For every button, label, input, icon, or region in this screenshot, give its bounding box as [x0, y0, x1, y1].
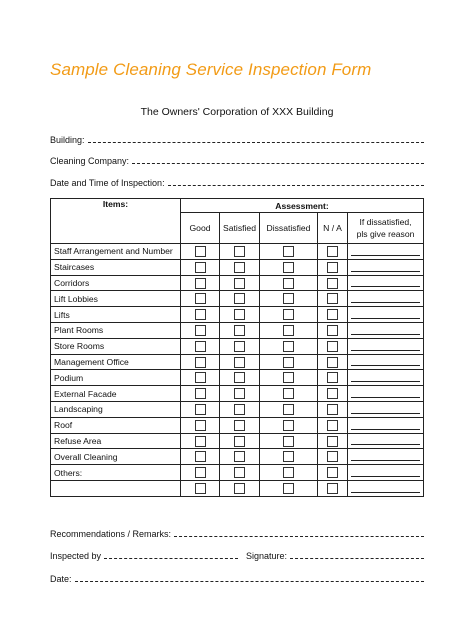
reason-cell — [348, 244, 424, 260]
good-checkbox[interactable] — [195, 483, 206, 494]
reason-input-line[interactable] — [351, 278, 420, 287]
na-cell — [318, 275, 348, 291]
cleaning-company-field[interactable] — [50, 152, 424, 166]
na-cell — [318, 338, 348, 354]
reason-input-line[interactable] — [351, 357, 420, 366]
satisfied-checkbox[interactable] — [234, 467, 245, 478]
dissatisfied-checkbox[interactable] — [283, 293, 294, 304]
na-cell — [318, 354, 348, 370]
na-checkbox[interactable] — [327, 357, 338, 368]
good-checkbox[interactable] — [195, 325, 206, 336]
na-checkbox[interactable] — [327, 262, 338, 273]
good-checkbox[interactable] — [195, 278, 206, 289]
reason-input-line[interactable] — [351, 342, 420, 351]
satisfied-checkbox[interactable] — [234, 404, 245, 415]
satisfied-cell — [220, 417, 260, 433]
assessment-table — [50, 198, 424, 497]
reason-cell — [348, 370, 424, 386]
na-cell — [318, 386, 348, 402]
good-cell — [181, 480, 220, 496]
good-cell — [181, 401, 220, 417]
dissatisfied-checkbox[interactable] — [283, 341, 294, 352]
na-cell — [318, 480, 348, 496]
satisfied-cell — [220, 370, 260, 386]
reason-header-line1: If dissatisfied, — [359, 217, 412, 227]
satisfied-checkbox[interactable] — [234, 420, 245, 431]
reason-cell — [348, 291, 424, 307]
na-cell — [318, 449, 348, 465]
item-name: Plant Rooms — [51, 322, 181, 338]
item-name: Landscaping — [51, 401, 181, 417]
satisfied-cell — [220, 433, 260, 449]
dissatisfied-checkbox[interactable] — [283, 372, 294, 383]
recommendations-input-line[interactable] — [174, 535, 424, 537]
na-checkbox[interactable] — [327, 278, 338, 289]
good-checkbox[interactable] — [195, 293, 206, 304]
item-name: Others: — [51, 465, 181, 481]
inspected-by-input-line[interactable] — [104, 557, 238, 559]
item-name: Lifts — [51, 307, 181, 323]
table-row — [51, 370, 424, 386]
satisfied-checkbox[interactable] — [234, 246, 245, 257]
dissatisfied-checkbox[interactable] — [283, 436, 294, 447]
satisfied-cell — [220, 354, 260, 370]
form-title: Sample Cleaning Service Inspection Form — [50, 60, 372, 79]
good-checkbox[interactable] — [195, 420, 206, 431]
good-cell — [181, 338, 220, 354]
satisfied-checkbox[interactable] — [234, 388, 245, 399]
na-checkbox[interactable] — [327, 293, 338, 304]
inspection-datetime-input-line[interactable] — [168, 184, 424, 186]
satisfied-checkbox[interactable] — [234, 372, 245, 383]
na-cell — [318, 465, 348, 481]
satisfied-checkbox[interactable] — [234, 357, 245, 368]
na-cell — [318, 322, 348, 338]
satisfied-cell — [220, 275, 260, 291]
dissatisfied-cell — [260, 307, 318, 323]
reason-cell — [348, 259, 424, 275]
dissatisfied-checkbox[interactable] — [283, 388, 294, 399]
col-good-header: Good — [181, 213, 220, 244]
good-checkbox[interactable] — [195, 246, 206, 257]
reason-input-line[interactable] — [351, 294, 420, 303]
assessment-header: Assessment: — [181, 199, 424, 213]
satisfied-cell — [220, 449, 260, 465]
reason-input-line[interactable] — [351, 373, 420, 382]
good-cell — [181, 465, 220, 481]
good-cell — [181, 307, 220, 323]
na-checkbox[interactable] — [327, 451, 338, 462]
satisfied-checkbox[interactable] — [234, 325, 245, 336]
date-label: Date: — [50, 574, 72, 584]
reason-cell — [348, 401, 424, 417]
cleaning-company-label: Cleaning Company: — [50, 156, 130, 166]
na-checkbox[interactable] — [327, 467, 338, 478]
satisfied-checkbox[interactable] — [234, 451, 245, 462]
reason-cell — [348, 307, 424, 323]
na-checkbox[interactable] — [327, 309, 338, 320]
dissatisfied-cell — [260, 370, 318, 386]
building-field[interactable] — [50, 131, 424, 145]
na-cell — [318, 433, 348, 449]
date-field[interactable] — [50, 570, 424, 584]
good-checkbox[interactable] — [195, 262, 206, 273]
recommendations-field[interactable] — [50, 525, 424, 539]
good-checkbox[interactable] — [195, 404, 206, 415]
na-checkbox[interactable] — [327, 372, 338, 383]
col-reason-header — [348, 213, 424, 244]
satisfied-cell — [220, 259, 260, 275]
good-cell — [181, 275, 220, 291]
reason-input-line[interactable] — [351, 468, 420, 477]
dissatisfied-cell — [260, 354, 318, 370]
good-checkbox[interactable] — [195, 341, 206, 352]
dissatisfied-checkbox[interactable] — [283, 262, 294, 273]
item-name: Corridors — [51, 275, 181, 291]
item-name — [51, 480, 181, 496]
date-input-line[interactable] — [75, 580, 424, 582]
table-row — [51, 449, 424, 465]
item-name: Overall Cleaning — [51, 449, 181, 465]
satisfied-cell — [220, 480, 260, 496]
inspected-by-field[interactable] — [50, 547, 424, 561]
table-row — [51, 401, 424, 417]
reason-cell — [348, 417, 424, 433]
item-name: External Facade — [51, 386, 181, 402]
good-cell — [181, 291, 220, 307]
items-header: Items: — [51, 199, 181, 244]
satisfied-checkbox[interactable] — [234, 483, 245, 494]
na-checkbox[interactable] — [327, 325, 338, 336]
table-row — [51, 307, 424, 323]
na-cell — [318, 291, 348, 307]
reason-input-line[interactable] — [351, 247, 420, 256]
na-cell — [318, 417, 348, 433]
na-checkbox[interactable] — [327, 246, 338, 257]
reason-input-line[interactable] — [351, 452, 420, 461]
dissatisfied-cell — [260, 386, 318, 402]
signature-input-line[interactable] — [290, 557, 424, 559]
table-row — [51, 259, 424, 275]
reason-input-line[interactable] — [351, 263, 420, 272]
item-name: Refuse Area — [51, 433, 181, 449]
satisfied-cell — [220, 338, 260, 354]
table-row — [51, 322, 424, 338]
item-name: Staff Arrangement and Number — [51, 244, 181, 260]
col-na-header: N / A — [318, 213, 348, 244]
table-row — [51, 386, 424, 402]
building-label: Building: — [50, 135, 85, 145]
table-header-row — [51, 199, 424, 213]
good-checkbox[interactable] — [195, 388, 206, 399]
dissatisfied-checkbox[interactable] — [283, 309, 294, 320]
building-input-line[interactable] — [88, 141, 424, 143]
good-checkbox[interactable] — [195, 372, 206, 383]
table-row — [51, 291, 424, 307]
reason-cell — [348, 275, 424, 291]
good-checkbox[interactable] — [195, 309, 206, 320]
dissatisfied-checkbox[interactable] — [283, 357, 294, 368]
good-cell — [181, 322, 220, 338]
dissatisfied-cell — [260, 244, 318, 260]
recommendations-label: Recommendations / Remarks: — [50, 529, 172, 539]
reason-header-line2: pls give reason — [356, 229, 415, 239]
reason-input-line[interactable] — [351, 405, 420, 414]
na-cell — [318, 370, 348, 386]
item-name: Podium — [51, 370, 181, 386]
table-row — [51, 465, 424, 481]
item-name: Management Office — [51, 354, 181, 370]
col-satisfied-header: Satisfied — [220, 213, 260, 244]
table-row — [51, 244, 424, 260]
table-row — [51, 338, 424, 354]
good-checkbox[interactable] — [195, 436, 206, 447]
item-name: Store Rooms — [51, 338, 181, 354]
na-checkbox[interactable] — [327, 341, 338, 352]
inspected-by-label: Inspected by — [50, 551, 102, 561]
dissatisfied-checkbox[interactable] — [283, 483, 294, 494]
satisfied-cell — [220, 386, 260, 402]
na-checkbox[interactable] — [327, 388, 338, 399]
item-name: Staircases — [51, 259, 181, 275]
table-row — [51, 480, 424, 496]
dissatisfied-checkbox[interactable] — [283, 278, 294, 289]
reason-cell — [348, 322, 424, 338]
item-name: Lift Lobbies — [51, 291, 181, 307]
good-cell — [181, 386, 220, 402]
table-row — [51, 354, 424, 370]
good-cell — [181, 354, 220, 370]
dissatisfied-cell — [260, 449, 318, 465]
satisfied-cell — [220, 322, 260, 338]
dissatisfied-cell — [260, 259, 318, 275]
dissatisfied-cell — [260, 401, 318, 417]
satisfied-cell — [220, 291, 260, 307]
reason-input-line[interactable] — [351, 310, 420, 319]
table-row — [51, 275, 424, 291]
na-checkbox[interactable] — [327, 404, 338, 415]
satisfied-cell — [220, 465, 260, 481]
reason-input-line[interactable] — [351, 421, 420, 430]
good-checkbox[interactable] — [195, 467, 206, 478]
reason-input-line[interactable] — [351, 389, 420, 398]
good-cell — [181, 433, 220, 449]
na-checkbox[interactable] — [327, 436, 338, 447]
dissatisfied-cell — [260, 291, 318, 307]
reason-cell — [348, 465, 424, 481]
signature-label: Signature: — [246, 551, 288, 561]
cleaning-company-input-line[interactable] — [132, 162, 424, 164]
reason-cell — [348, 354, 424, 370]
satisfied-cell — [220, 401, 260, 417]
inspection-datetime-label: Date and Time of Inspection: — [50, 178, 165, 188]
inspection-datetime-field[interactable] — [50, 174, 424, 188]
satisfied-checkbox[interactable] — [234, 262, 245, 273]
na-checkbox[interactable] — [327, 420, 338, 431]
good-cell — [181, 259, 220, 275]
table-row — [51, 417, 424, 433]
dissatisfied-checkbox[interactable] — [283, 404, 294, 415]
reason-cell — [348, 433, 424, 449]
dissatisfied-checkbox[interactable] — [283, 420, 294, 431]
reason-cell — [348, 449, 424, 465]
dissatisfied-checkbox[interactable] — [283, 451, 294, 462]
table-row — [51, 433, 424, 449]
good-cell — [181, 244, 220, 260]
satisfied-checkbox[interactable] — [234, 309, 245, 320]
satisfied-cell — [220, 307, 260, 323]
dissatisfied-checkbox[interactable] — [283, 246, 294, 257]
good-checkbox[interactable] — [195, 451, 206, 462]
na-checkbox[interactable] — [327, 483, 338, 494]
dissatisfied-cell — [260, 465, 318, 481]
dissatisfied-cell — [260, 338, 318, 354]
good-checkbox[interactable] — [195, 357, 206, 368]
item-name: Roof — [51, 417, 181, 433]
satisfied-checkbox[interactable] — [234, 436, 245, 447]
satisfied-checkbox[interactable] — [234, 293, 245, 304]
good-cell — [181, 370, 220, 386]
reason-input-line[interactable] — [351, 326, 420, 335]
dissatisfied-checkbox[interactable] — [283, 467, 294, 478]
dissatisfied-cell — [260, 433, 318, 449]
reason-cell — [348, 338, 424, 354]
reason-input-line[interactable] — [351, 436, 420, 445]
form-subtitle: The Owners' Corporation of XXX Building — [140, 106, 334, 118]
good-cell — [181, 417, 220, 433]
na-cell — [318, 244, 348, 260]
na-cell — [318, 401, 348, 417]
dissatisfied-cell — [260, 322, 318, 338]
satisfied-checkbox[interactable] — [234, 278, 245, 289]
good-cell — [181, 449, 220, 465]
satisfied-checkbox[interactable] — [234, 341, 245, 352]
na-cell — [318, 307, 348, 323]
reason-input-line[interactable] — [351, 484, 420, 493]
dissatisfied-cell — [260, 417, 318, 433]
dissatisfied-cell — [260, 275, 318, 291]
reason-cell — [348, 386, 424, 402]
dissatisfied-checkbox[interactable] — [283, 325, 294, 336]
na-cell — [318, 259, 348, 275]
reason-cell — [348, 480, 424, 496]
satisfied-cell — [220, 244, 260, 260]
col-dissatisfied-header: Dissatisfied — [260, 213, 318, 244]
dissatisfied-cell — [260, 480, 318, 496]
